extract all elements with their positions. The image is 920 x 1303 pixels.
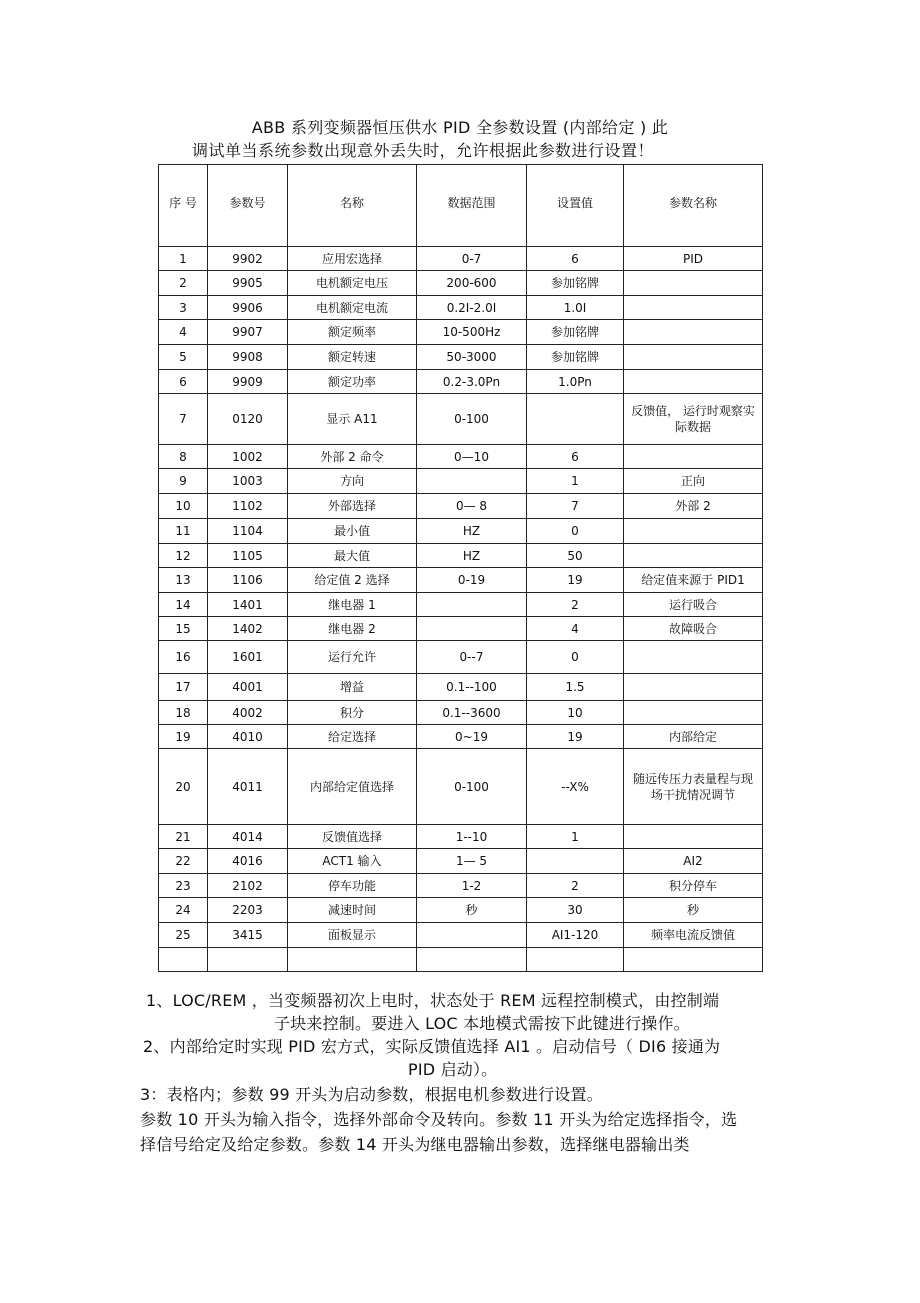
cell-param-code: 1102 (208, 494, 288, 519)
cell-name: 显示 A11 (288, 394, 417, 445)
cell-index: 23 (159, 874, 208, 898)
cell-range: 0-100 (417, 749, 527, 825)
table-row (159, 394, 763, 445)
cell-setting: 参加铭牌 (527, 271, 624, 296)
cell-name: 给定值 2 选择 (288, 568, 417, 593)
header-name: 名称 (288, 165, 417, 247)
cell-name: 增益 (288, 674, 417, 701)
cell-range (417, 469, 527, 494)
cell-param-code: 2203 (208, 898, 288, 923)
cell-param-desc: 外部 2 (624, 494, 763, 519)
cell-range: 0-19 (417, 568, 527, 593)
cell-index: 19 (159, 725, 208, 749)
cell-index: 18 (159, 701, 208, 725)
table-row (159, 674, 763, 701)
cell-index: 7 (159, 394, 208, 445)
cell-param-code: 4011 (208, 749, 288, 825)
cell-name: 继电器 2 (288, 617, 417, 641)
cell-setting: 0 (527, 519, 624, 544)
table-row (159, 320, 763, 345)
cell-range: 0—10 (417, 445, 527, 469)
table-row (159, 445, 763, 469)
table-row (159, 247, 763, 271)
table-row-empty (159, 948, 763, 972)
cell-name: 额定转速 (288, 345, 417, 370)
cell-setting: 参加铭牌 (527, 320, 624, 345)
header-setting: 设置值 (527, 165, 624, 247)
document-title-line2: 调试单当系统参数出现意外丢失时，允许根据此参数进行设置！ (192, 141, 655, 160)
cell-name: 最小值 (288, 519, 417, 544)
cell-param-desc (624, 825, 763, 849)
cell-range: 0.1--3600 (417, 701, 527, 725)
cell-index: 22 (159, 849, 208, 874)
cell-range: 0.2-3.0Pn (417, 370, 527, 394)
table-row (159, 544, 763, 568)
table-row (159, 494, 763, 519)
cell-index: 3 (159, 296, 208, 320)
cell-param-code: 1003 (208, 469, 288, 494)
cell-param-code: 9906 (208, 296, 288, 320)
cell-name: 外部选择 (288, 494, 417, 519)
table-row (159, 469, 763, 494)
cell-param-code: 9907 (208, 320, 288, 345)
table-row (159, 271, 763, 296)
cell-range: 0.1--100 (417, 674, 527, 701)
cell-param-code: 1106 (208, 568, 288, 593)
table-body (159, 247, 763, 972)
table-row (159, 825, 763, 849)
cell-param-desc: 故障吸合 (624, 617, 763, 641)
cell-name: 电机额定电流 (288, 296, 417, 320)
header-index: 序 号 (159, 165, 208, 247)
cell-index: 25 (159, 923, 208, 948)
cell-param-desc: 反馈值， 运行时观察实际数据 (624, 394, 763, 445)
cell-index: 16 (159, 641, 208, 674)
document-title-line1: ABB 系列变频器恒压供水 PID 全参数设置 (内部给定 ) 此 (251, 118, 669, 137)
note-2-line-2: PID 启动）。 (408, 1060, 498, 1079)
cell-name (288, 948, 417, 972)
cell-setting: 7 (527, 494, 624, 519)
cell-param-desc (624, 544, 763, 568)
table-header-row (159, 165, 763, 247)
table-row (159, 701, 763, 725)
cell-name: 面板显示 (288, 923, 417, 948)
cell-param-desc: 频率电流反馈值 (624, 923, 763, 948)
cell-name: 应用宏选择 (288, 247, 417, 271)
cell-setting: 30 (527, 898, 624, 923)
cell-name: 内部给定值选择 (288, 749, 417, 825)
cell-range: 0— 8 (417, 494, 527, 519)
cell-param-code: 4014 (208, 825, 288, 849)
cell-range (417, 948, 527, 972)
cell-index: 15 (159, 617, 208, 641)
table-row (159, 725, 763, 749)
cell-index: 4 (159, 320, 208, 345)
cell-param-desc: 正向 (624, 469, 763, 494)
note-3-line-1: 3：表格内；参数 99 开头为启动参数，根据电机参数进行设置。 (140, 1085, 603, 1104)
cell-index: 17 (159, 674, 208, 701)
cell-param-code: 9909 (208, 370, 288, 394)
cell-setting: 2 (527, 874, 624, 898)
cell-index: 10 (159, 494, 208, 519)
cell-name: 电机额定电压 (288, 271, 417, 296)
cell-setting (527, 849, 624, 874)
cell-name: 继电器 1 (288, 593, 417, 617)
note-3-line-2: 参数 10 开头为输入指令，选择外部命令及转向。参数 11 开头为给定选择指令，选 (140, 1110, 738, 1129)
cell-param-desc (624, 519, 763, 544)
cell-index: 6 (159, 370, 208, 394)
cell-name: 运行允许 (288, 641, 417, 674)
cell-param-desc (624, 674, 763, 701)
cell-param-desc (624, 948, 763, 972)
note-3-line-3: 择信号给定及给定参数。参数 14 开头为继电器输出参数，选择继电器输出类 (140, 1135, 690, 1154)
cell-setting: 19 (527, 568, 624, 593)
cell-range: 1— 5 (417, 849, 527, 874)
cell-name: 额定功率 (288, 370, 417, 394)
cell-range: 秒 (417, 898, 527, 923)
cell-name: 减速时间 (288, 898, 417, 923)
cell-index: 5 (159, 345, 208, 370)
cell-param-desc (624, 641, 763, 674)
cell-index: 1 (159, 247, 208, 271)
cell-index: 20 (159, 749, 208, 825)
table-row (159, 749, 763, 825)
cell-setting: 2 (527, 593, 624, 617)
table-row (159, 849, 763, 874)
table-row (159, 641, 763, 674)
cell-param-code: 1401 (208, 593, 288, 617)
cell-name: 最大值 (288, 544, 417, 568)
cell-param-desc (624, 296, 763, 320)
cell-param-code: 1601 (208, 641, 288, 674)
cell-param-desc (624, 445, 763, 469)
cell-setting: 1.5 (527, 674, 624, 701)
table-row (159, 370, 763, 394)
cell-setting: 1.0Pn (527, 370, 624, 394)
cell-setting: 50 (527, 544, 624, 568)
table-row (159, 593, 763, 617)
header-param-desc: 参数名称 (624, 165, 763, 247)
cell-range: 10-500Hz (417, 320, 527, 345)
table-row (159, 874, 763, 898)
cell-index: 12 (159, 544, 208, 568)
cell-param-code: 4001 (208, 674, 288, 701)
cell-setting: 6 (527, 247, 624, 271)
cell-param-desc: 秒 (624, 898, 763, 923)
cell-setting: --X% (527, 749, 624, 825)
cell-index: 21 (159, 825, 208, 849)
cell-range: 1-2 (417, 874, 527, 898)
cell-param-code: 1002 (208, 445, 288, 469)
cell-range: 1--10 (417, 825, 527, 849)
cell-index: 13 (159, 568, 208, 593)
table-row (159, 568, 763, 593)
cell-name: 反馈值选择 (288, 825, 417, 849)
cell-range (417, 617, 527, 641)
cell-setting (527, 948, 624, 972)
header-range: 数据范围 (417, 165, 527, 247)
cell-param-code: 1402 (208, 617, 288, 641)
cell-param-code: 0120 (208, 394, 288, 445)
cell-param-desc: 给定值来源于 PID1 (624, 568, 763, 593)
cell-param-code: 1104 (208, 519, 288, 544)
cell-param-desc: 随远传压力表量程与现场干扰情况调节 (624, 749, 763, 825)
cell-param-code: 4010 (208, 725, 288, 749)
cell-range: 0~19 (417, 725, 527, 749)
cell-index: 24 (159, 898, 208, 923)
table-row (159, 923, 763, 948)
cell-setting: 4 (527, 617, 624, 641)
cell-param-desc: 内部给定 (624, 725, 763, 749)
cell-setting: 10 (527, 701, 624, 725)
cell-index: 2 (159, 271, 208, 296)
cell-range: HZ (417, 544, 527, 568)
cell-name: ACT1 输入 (288, 849, 417, 874)
cell-range: 0.2I-2.0I (417, 296, 527, 320)
table-row (159, 296, 763, 320)
cell-param-desc: PID (624, 247, 763, 271)
cell-range: 200-600 (417, 271, 527, 296)
cell-param-desc (624, 701, 763, 725)
cell-index: 11 (159, 519, 208, 544)
cell-setting: 0 (527, 641, 624, 674)
cell-index: 9 (159, 469, 208, 494)
cell-setting: AI1-120 (527, 923, 624, 948)
cell-range: 50-3000 (417, 345, 527, 370)
cell-name: 方向 (288, 469, 417, 494)
cell-range (417, 923, 527, 948)
cell-range (417, 593, 527, 617)
cell-setting: 1 (527, 469, 624, 494)
cell-param-desc (624, 370, 763, 394)
cell-name: 额定频率 (288, 320, 417, 345)
cell-param-code (208, 948, 288, 972)
cell-param-code: 4016 (208, 849, 288, 874)
cell-name: 外部 2 命令 (288, 445, 417, 469)
table-row (159, 898, 763, 923)
note-1-line-1: 1、LOC/REM ，当变频器初次上电时，状态处于 REM 远程控制模式，由控制端 (146, 991, 720, 1010)
cell-setting: 6 (527, 445, 624, 469)
cell-setting: 1 (527, 825, 624, 849)
table-row (159, 519, 763, 544)
cell-setting: 1.0I (527, 296, 624, 320)
cell-param-code: 9905 (208, 271, 288, 296)
cell-index: 8 (159, 445, 208, 469)
cell-param-code: 9902 (208, 247, 288, 271)
cell-param-code: 3415 (208, 923, 288, 948)
cell-index: 14 (159, 593, 208, 617)
cell-param-code: 2102 (208, 874, 288, 898)
table-row (159, 617, 763, 641)
header-param-code: 参数号 (208, 165, 288, 247)
cell-setting: 参加铭牌 (527, 345, 624, 370)
cell-index (159, 948, 208, 972)
cell-param-desc: AI2 (624, 849, 763, 874)
cell-setting (527, 394, 624, 445)
cell-param-code: 9908 (208, 345, 288, 370)
parameter-table (158, 164, 763, 972)
cell-param-code: 1105 (208, 544, 288, 568)
cell-range: HZ (417, 519, 527, 544)
cell-param-desc (624, 271, 763, 296)
cell-name: 积分 (288, 701, 417, 725)
cell-param-desc (624, 320, 763, 345)
cell-range: 0-100 (417, 394, 527, 445)
cell-name: 停车功能 (288, 874, 417, 898)
cell-param-code: 4002 (208, 701, 288, 725)
cell-param-desc: 运行吸合 (624, 593, 763, 617)
cell-setting: 19 (527, 725, 624, 749)
cell-param-desc (624, 345, 763, 370)
cell-range: 0--7 (417, 641, 527, 674)
cell-param-desc: 积分停车 (624, 874, 763, 898)
note-2-line-1: 2、内部给定时实现 PID 宏方式，实际反馈值选择 AI1 。启动信号（ DI6 接通为 (143, 1037, 721, 1056)
note-1-line-2: 子块来控制。要进入 LOC 本地模式需按下此键进行操作。 (274, 1014, 690, 1033)
table-row (159, 345, 763, 370)
cell-range: 0-7 (417, 247, 527, 271)
cell-name: 给定选择 (288, 725, 417, 749)
